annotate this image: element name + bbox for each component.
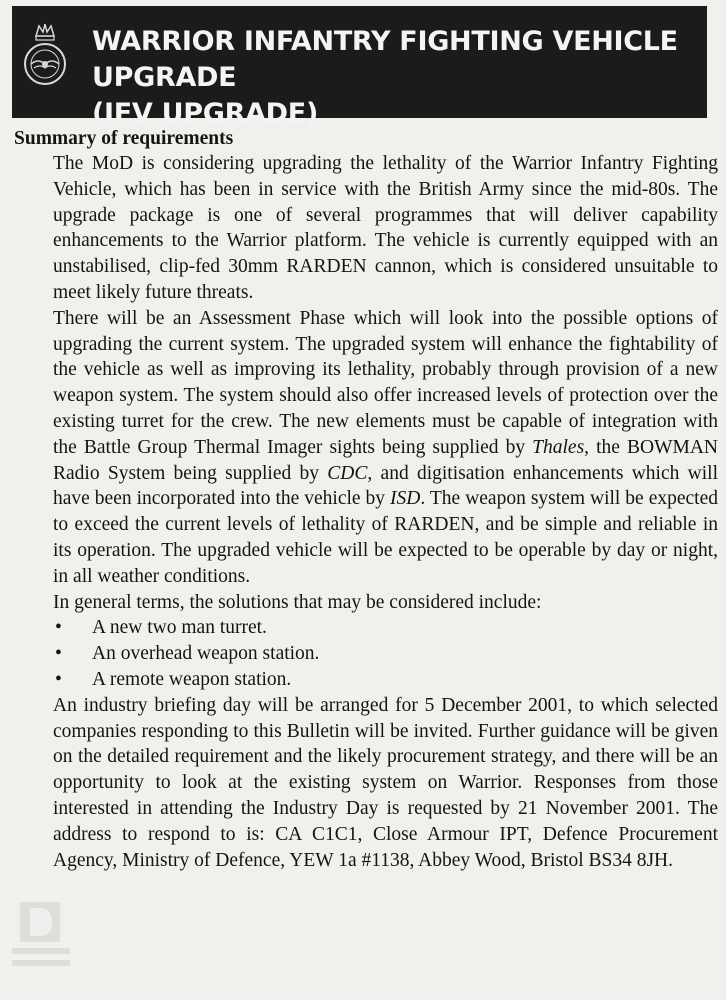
paragraph-briefing: An industry briefing day will be arranged for 5 December 2001, to which selected companies responding to this Bulletin will be invited. Further guidance will be given on the detailed requirement and the likely procurement strategy, and there will be an opportunity to look at the existing system on Warrior. Responses from those interested in attending the Industry Day is requested by 21 November 2001. The address to respond to is: CA C1C1, Close Armour IPT, Defence Procurement Agency, Ministry of Defence, YEW 1a #1138, Abbey Wood, Bristol BS34 8JH. (53, 694, 718, 871)
document-content (14, 126, 719, 873)
supplier-thales: Thales (532, 436, 585, 458)
document-body (53, 151, 718, 873)
list-item-text: A remote weapon station. (92, 668, 292, 690)
supplier-isd: ISD (390, 488, 421, 510)
royal-crest-icon (20, 20, 70, 90)
list-item (53, 641, 718, 667)
page-title (92, 24, 702, 132)
section-heading: Summary of requirements (14, 128, 234, 149)
supplier-cdc: CDC (327, 462, 368, 484)
list-item-text: An overhead weapon station. (92, 643, 320, 665)
defence-photo-watermark-icon (10, 900, 72, 970)
list-item (53, 615, 718, 641)
list-item-text: A new two man turret. (92, 617, 267, 639)
bullet-icon: • (55, 617, 62, 639)
paragraph-solutions-intro: In general terms, the solutions that may be considered include: (53, 591, 542, 613)
solutions-list (53, 615, 718, 692)
paragraph-overview: The MoD is considering upgrading the lethality of the Warrior Infantry Fighting Vehicle, which has been in service with the British Army since the mid-80s. The upgrade package is one of several programmes that will deliver capability enhancements to the Warrior platform. The vehicle is currently equipped with an unstabilised, clip-fed 30mm RARDEN cannon, which is considered unsuitable to meet likely future threats. (53, 153, 718, 303)
title-line-2: (IFV UPGRADE) (92, 98, 318, 129)
paragraph-assessment-text-4: . The weapon system will be expected to exceed the current levels of lethality of RARDEN, and be simple and reliable in its operation. The upgraded vehicle will be expected to be operable by day or night, in all weather conditions. (53, 488, 718, 587)
list-item (53, 667, 718, 693)
paragraph-assessment-text-1: There will be an Assessment Phase which will look into the possible options of upgrading the current system. The upgraded system will enhance the fightability of the vehicle as well as improving its lethality, probably through provision of a new weapon system. The system should also offer increased levels of protection over the existing turret for the crew. The new elements must be capable of integration with the Battle Group Thermal Imager sights being supplied by (53, 307, 718, 458)
bullet-icon: • (55, 643, 62, 665)
paragraph-assessment-text-3: , and digitisation enhancements which will have been incorporated into the vehicle by (53, 462, 718, 510)
document-header (12, 6, 707, 129)
bullet-icon: • (55, 668, 62, 690)
paragraph-assessment-text-2: , the BOWMAN Radio System being supplied by (53, 436, 719, 484)
paragraph-assessment (53, 306, 718, 590)
title-line-1: WARRIOR INFANTRY FIGHTING VEHICLE UPGRADE (92, 26, 678, 93)
